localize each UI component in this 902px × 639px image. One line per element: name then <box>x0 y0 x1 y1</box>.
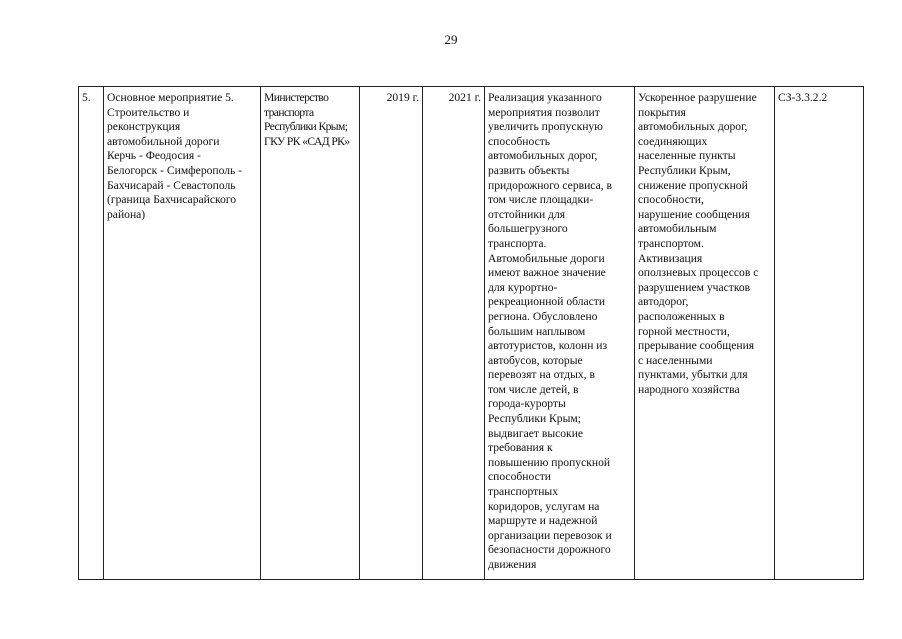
result-text: Реализация указанного мероприятия позволит увеличить пропускную способность автомобильных дорог, развить объекты придорожного сервиса, в том числе площадки- отстойники для большегрузного транспорта. Автомобильные дороги имеют важное значение для курортно- рекреационной области региона. Обусловлено большим наплывом автотуристов, колонн из автобусов, которые перевозят на отдых, в том числе детей, в города-курорты Республики Крым; выдвигает высокие требования к повышению пропускной способности транспортных коридоров, услугам на маршруте и надежной организации перевозок и безопасности дорожного движения <box>488 91 612 571</box>
indicator-cell <box>775 87 864 580</box>
end-year: 2021 г. <box>448 91 481 104</box>
row-number-cell <box>79 87 104 580</box>
consequences-text: Ускоренное разрушение покрытия автомобильных дорог, соединяющих населенные пункты Республики Крым, снижение пропускной способности, нарушение сообщения автомобильным транспортом. Активизация оползневых процессов с разрушением участков автодорог, расположенных в горной местности, прерывание сообщения с населенными пунктами, убытки для народного хозяйства <box>638 91 759 396</box>
start-year: 2019 г. <box>386 91 419 104</box>
event-text: Основное мероприятие 5. Строительство и реконструкция автомобильной дороги Керчь - Феодосия - Белогорск - Симферополь - Бахчисарай - Севастополь (граница Бахчисарайского района) <box>107 91 243 221</box>
consequences-cell <box>635 87 775 580</box>
table-row <box>79 87 864 580</box>
start-year-cell <box>360 87 423 580</box>
result-cell <box>485 87 635 580</box>
indicator-text: СЗ-3.3.2.2 <box>778 91 828 104</box>
program-table <box>78 86 864 580</box>
agency-text: Министерство транспорта Республики Крым; ГКУ РК «САД РК» <box>264 91 350 148</box>
event-cell <box>104 87 261 580</box>
page-number: 29 <box>444 32 458 47</box>
row-number: 5. <box>82 91 91 104</box>
end-year-cell <box>423 87 485 580</box>
agency-cell <box>261 87 360 580</box>
